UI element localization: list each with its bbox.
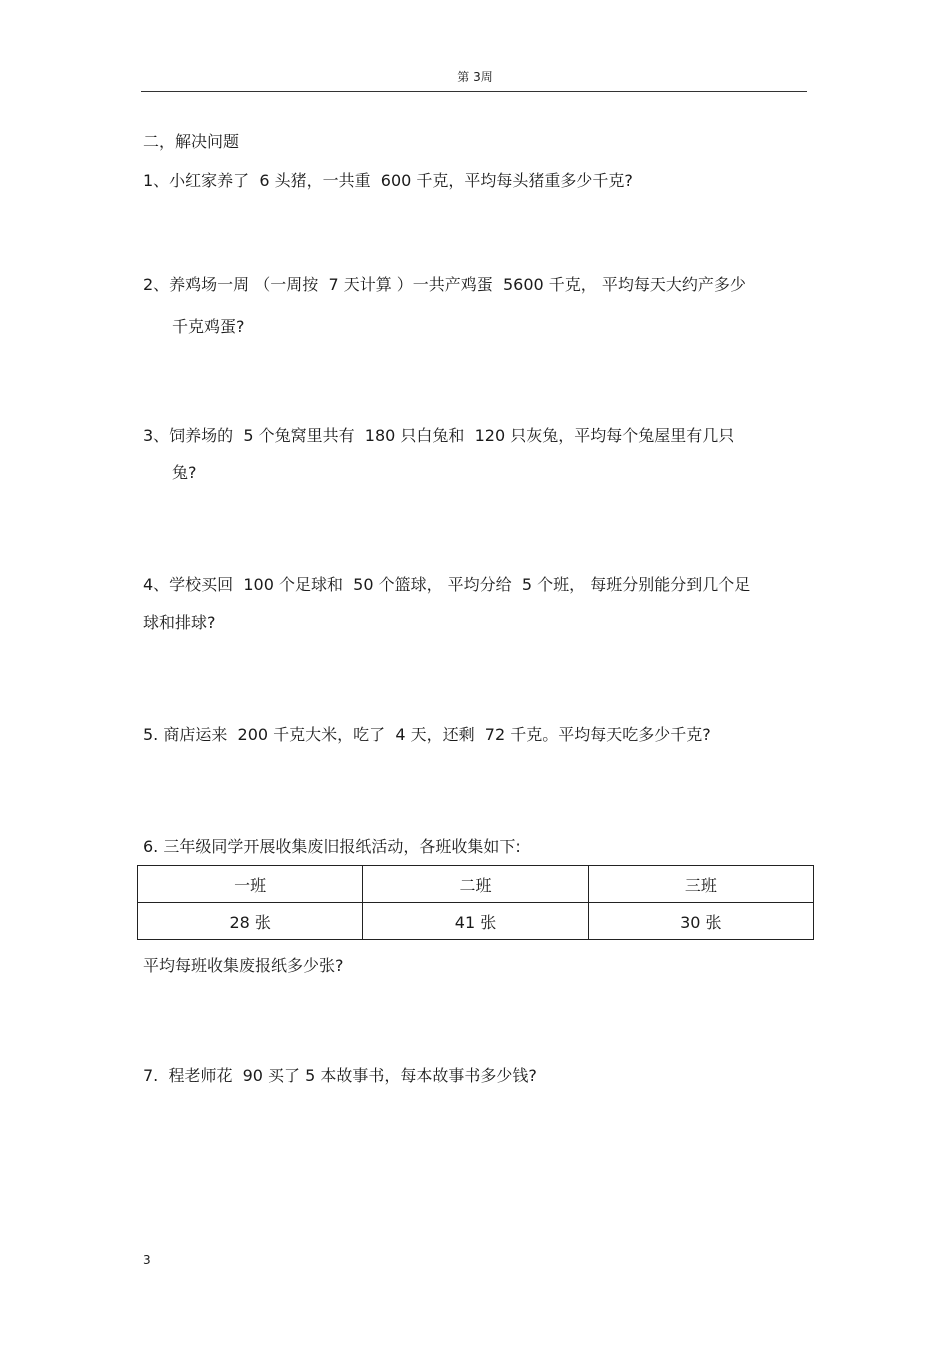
page-header: 第 3周 [457, 70, 493, 84]
question-3-line-2: 兔? [172, 463, 197, 482]
question-3-line-1: 3、饲养场的 5 个兔窝里共有 180 只白兔和 120 只灰兔，平均每个兔屋里有几只 [143, 426, 735, 445]
table-header-cell: 一班 [138, 866, 363, 903]
table-cell: 41 张 [363, 903, 588, 940]
page-number: 3 [143, 1253, 151, 1267]
class-collection-table [137, 865, 814, 940]
question-4-line-1: 4、学校买回 100 个足球和 50 个篮球， 平均分给 5 个班， 每班分别能分到几个足 [143, 575, 751, 594]
table-cell: 28 张 [138, 903, 363, 940]
table-row [138, 903, 814, 940]
question-7: 7. 程老师花 90 买了 5 本故事书，每本故事书多少钱? [143, 1066, 537, 1085]
table-header-cell: 三班 [588, 866, 813, 903]
question-6-followup: 平均每班收集废报纸多少张? [143, 956, 344, 975]
header-divider [141, 91, 807, 92]
question-2-line-2: 千克鸡蛋? [172, 317, 245, 336]
table-header-cell: 二班 [363, 866, 588, 903]
question-5: 5. 商店运来 200 千克大米，吃了 4 天，还剩 72 千克。平均每天吃多少千克? [143, 725, 711, 744]
question-6: 6. 三年级同学开展收集废旧报纸活动，各班收集如下: [143, 837, 521, 856]
question-2-line-1: 2、养鸡场一周 （一周按 7 天计算 ）一共产鸡蛋 5600 千克， 平均每天大约产多少 [143, 275, 746, 294]
question-1: 1、小红家养了 6 头猪，一共重 600 千克，平均每头猪重多少千克? [143, 171, 633, 190]
table-cell: 30 张 [588, 903, 813, 940]
section-title: 二，解决问题 [143, 132, 240, 151]
table-header-row [138, 866, 814, 903]
question-4-line-2: 球和排球? [143, 613, 216, 632]
